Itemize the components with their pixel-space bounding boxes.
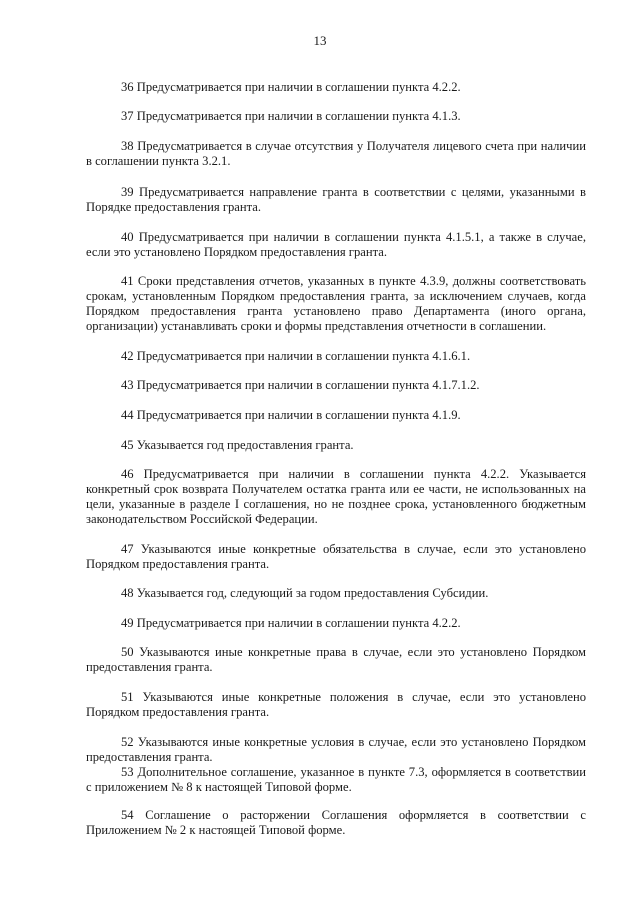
footnote-52: 52 Указываются иные конкретные условия в случае, если это установлено Порядком предоставления гранта. [86,735,586,764]
footnote-36: 36 Предусматривается при наличии в соглашении пункта 4.2.2. [121,80,461,94]
footnote-49: 49 Предусматривается при наличии в соглашении пункта 4.2.2. [121,616,461,630]
footnote-50: 50 Указываются иные конкретные права в случае, если это установлено Порядком предоставления гранта. [86,645,586,674]
footnote-40: 40 Предусматривается при наличии в соглашении пункта 4.1.5.1, а также в случае, если это установлено Порядком предоставления гранта. [86,230,586,259]
footnote-47: 47 Указываются иные конкретные обязательства в случае, если это установлено Порядком предоставления гранта. [86,542,586,571]
footnote-53: 53 Дополнительное соглашение, указанное в пункте 7.3, оформляется в соответствии с приложением № 8 к настоящей Типовой форме. [86,765,586,794]
footnote-43: 43 Предусматривается при наличии в соглашении пункта 4.1.7.1.2. [121,378,480,392]
footnote-38: 38 Предусматривается в случае отсутствия у Получателя лицевого счета при наличии в соглашении пункта 3.2.1. [86,139,586,168]
footnote-46: 46 Предусматривается при наличии в соглашении пункта 4.2.2. Указывается конкретный срок возврата Получателем остатка гранта или ее части, не использованных на цели, указанные в разделе I соглашения, но не позднее срока, установленного бюджетным законодательством Российской Федерации. [86,467,586,526]
footnote-54: 54 Соглашение о расторжении Соглашения оформляется в соответствии с Приложением № 2 к настоящей Типовой форме. [86,808,586,837]
footnote-44: 44 Предусматривается при наличии в соглашении пункта 4.1.9. [121,408,461,422]
footnote-39: 39 Предусматривается направление гранта в соответствии с целями, указанными в Порядке предоставления гранта. [86,185,586,214]
footnote-41: 41 Сроки представления отчетов, указанных в пункте 4.3.9, должны соответствовать срокам, установленным Порядком предоставления гранта, за исключением случаев, когда Порядком предоставления гранта установлено право Департамента (иного органа, организации) устанавливать сроки и формы представления отчетности в соглашении. [86,274,586,333]
footnote-45: 45 Указывается год предоставления гранта. [121,438,354,452]
footnote-48: 48 Указывается год, следующий за годом предоставления Субсидии. [121,586,489,600]
page-number: 13 [313,33,327,48]
footnote-51: 51 Указываются иные конкретные положения в случае, если это установлено Порядком предоставления гранта. [86,690,586,719]
footnote-42: 42 Предусматривается при наличии в соглашении пункта 4.1.6.1. [121,349,471,363]
footnote-37: 37 Предусматривается при наличии в соглашении пункта 4.1.3. [121,109,461,123]
